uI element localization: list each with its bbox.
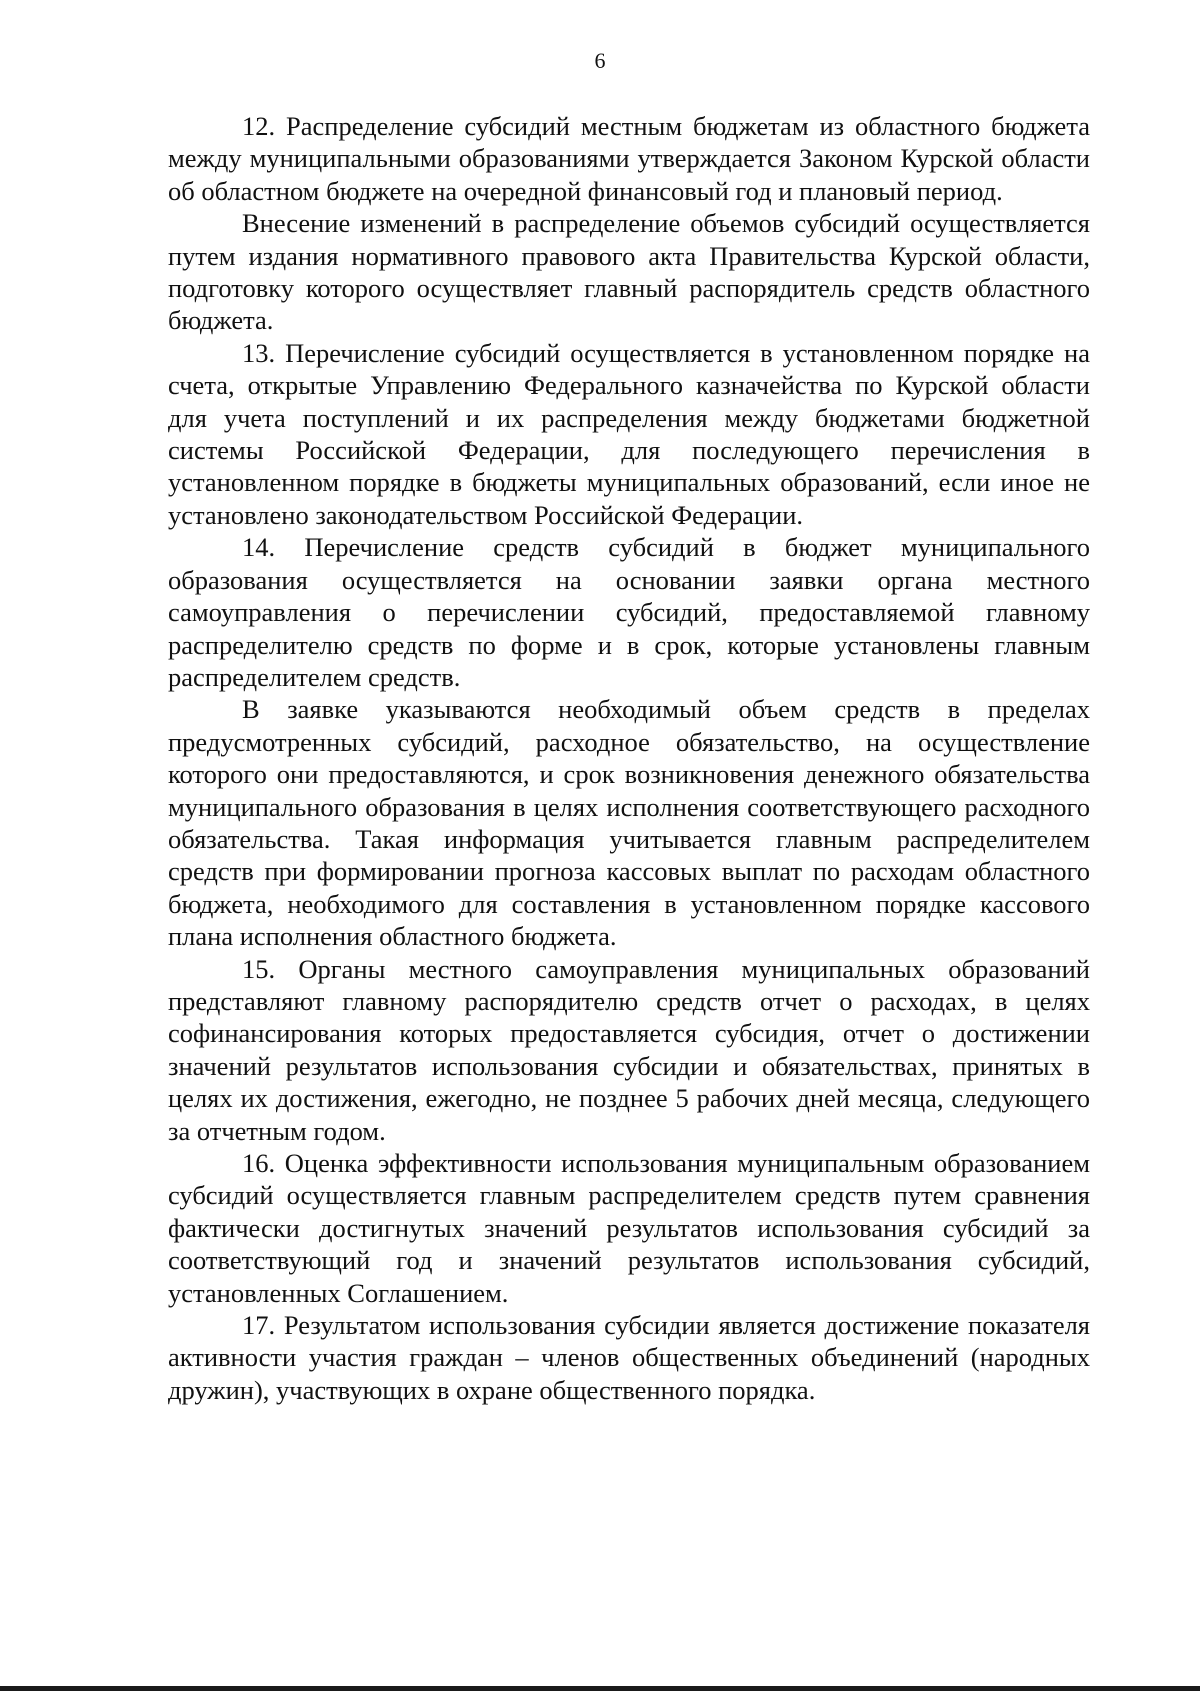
- paragraph-12-amendments: Внесение изменений в распределение объемов субсидий осуществляется путем издания нормативного правового акта Правительства Курской области, подготовку которого осуществляет главный распорядитель средств областного бюджета.: [168, 208, 1090, 336]
- bottom-scan-edge: [0, 1686, 1200, 1691]
- paragraph-12: 12. Распределение субсидий местным бюджетам из областного бюджета между муниципальными образованиями утверждается Законом Курской области об областном бюджете на очередной финансовый год и плановый период.: [168, 111, 1090, 206]
- page-number: 6: [594, 48, 606, 73]
- paragraph-13: 13. Перечисление субсидий осуществляется в установленном порядке на счета, открытые Управлению Федерального казначейства по Курской области для учета поступлений и их распределения между бюджетами бюджетной системы Российской Федерации, для последующего перечисления в установленном порядке в бюджеты муниципальных образований, если иное не установлено законодательством Российской Федерации.: [168, 337, 1090, 530]
- paragraph-14: 14. Перечисление средств субсидий в бюджет муниципального образования осуществляется на основании заявки органа местного самоуправления о перечислении субсидий, предоставляемой главному распределителю средств по форме и в срок, которые установлены главным распределителем средств.: [168, 532, 1090, 692]
- paragraph-15: 15. Органы местного самоуправления муниципальных образований представляют главному распорядителю средств отчет о расходах, в целях софинансирования которых предоставляется субсидия, отчет о достижении значений результатов использования субсидии и обязательствах, принятых в целях их достижения, ежегодно, не позднее 5 рабочих дней месяца, следующего за отчетным годом.: [168, 953, 1090, 1146]
- document-body: [168, 110, 1090, 1406]
- paragraph-14-application: В заявке указываются необходимый объем средств в пределах предусмотренных субсидий, расходное обязательство, на осуществление которого они предоставляются, и срок возникновения денежного обязательства муниципального образования в целях исполнения соответствующего расходного обязательства. Такая информация учитывается главным распределителем средств при формировании прогноза кассовых выплат по расходам областного бюджета, необходимого для составления в установленном порядке кассового плана исполнения областного бюджета.: [168, 694, 1090, 952]
- paragraph-16: 16. Оценка эффективности использования муниципальным образованием субсидий осуществляется главным распределителем средств путем сравнения фактически достигнутых значений результатов использования субсидий за соответствующий год и значений результатов использования субсидий, установленных Соглашением.: [168, 1148, 1090, 1308]
- paragraph-17: 17. Результатом использования субсидии является достижение показателя активности участия граждан – членов общественных объединений (народных дружин), участвующих в охране общественного порядка.: [168, 1310, 1090, 1405]
